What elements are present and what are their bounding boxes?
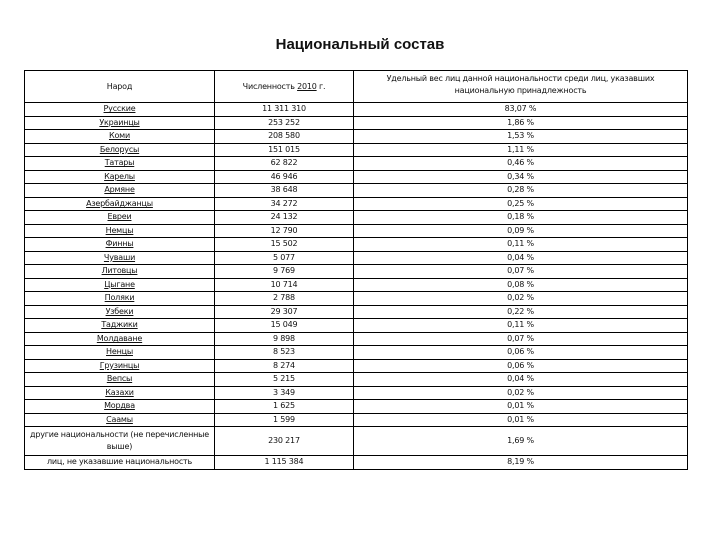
people-cell (25, 400, 215, 414)
table-row (25, 332, 688, 346)
people-link[interactable]: Чуваши (103, 252, 136, 262)
people-cell (25, 373, 215, 387)
people-link[interactable]: Украинцы (99, 117, 140, 127)
people-cell (25, 332, 215, 346)
share-cell: 0,07 % (354, 265, 688, 279)
people-link[interactable]: Карелы (104, 171, 135, 181)
share-cell: 0,04 % (354, 251, 688, 265)
people-link[interactable]: Поляки (104, 293, 135, 303)
table-row (25, 197, 688, 211)
share-cell: 1,86 % (354, 116, 688, 130)
people-link[interactable]: Казахи (105, 387, 134, 397)
people-cell (25, 386, 215, 400)
table-row (25, 346, 688, 360)
people-link[interactable]: Саамы (106, 414, 133, 424)
share-cell: 0,28 % (354, 184, 688, 198)
people-link[interactable]: Коми (108, 131, 130, 141)
people-link[interactable]: Узбеки (105, 306, 134, 316)
share-cell: 0,01 % (354, 413, 688, 427)
population-cell: 1 115 384 (215, 456, 354, 470)
people-link[interactable]: Армяне (104, 185, 135, 195)
share-cell: 1,53 % (354, 130, 688, 144)
people-link[interactable]: Белорусы (99, 144, 140, 154)
share-cell: 83,07 % (354, 103, 688, 117)
header-share: Удельный вес лиц данной национальности среди лиц, указавших национальную принадлежность (354, 71, 688, 103)
people-link[interactable]: Таджики (101, 320, 138, 330)
share-cell: 0,22 % (354, 305, 688, 319)
table-row (25, 157, 688, 171)
table-row (25, 400, 688, 414)
population-cell: 5 215 (215, 373, 354, 387)
population-cell: 5 077 (215, 251, 354, 265)
share-cell: 1,69 % (354, 427, 688, 456)
people-cell (25, 170, 215, 184)
population-cell: 15 049 (215, 319, 354, 333)
population-cell: 62 822 (215, 157, 354, 171)
people-cell (25, 359, 215, 373)
people-link[interactable]: Вепсы (106, 374, 133, 384)
people-cell (25, 319, 215, 333)
table-row (25, 238, 688, 252)
people-cell (25, 184, 215, 198)
people-link[interactable]: Грузинцы (99, 360, 140, 370)
population-cell: 3 349 (215, 386, 354, 400)
share-cell: 0,04 % (354, 373, 688, 387)
share-cell: 0,02 % (354, 292, 688, 306)
table-row (25, 373, 688, 387)
population-cell: 1 625 (215, 400, 354, 414)
share-cell: 0,46 % (354, 157, 688, 171)
summary-label: лиц, не указавшие национальность (25, 456, 215, 470)
header-population-label: Численность (242, 81, 295, 91)
share-cell: 0,11 % (354, 238, 688, 252)
header-people: Народ (25, 71, 215, 103)
share-cell: 0,34 % (354, 170, 688, 184)
share-cell: 0,02 % (354, 386, 688, 400)
population-cell: 34 272 (215, 197, 354, 211)
people-cell (25, 130, 215, 144)
header-population (215, 71, 354, 103)
table-row (25, 265, 688, 279)
table-row (25, 251, 688, 265)
table-row (25, 413, 688, 427)
people-link[interactable]: Ненцы (106, 347, 133, 357)
population-cell: 11 311 310 (215, 103, 354, 117)
people-cell (25, 251, 215, 265)
population-cell: 151 015 (215, 143, 354, 157)
summary-row (25, 427, 688, 456)
table-row (25, 211, 688, 225)
page-title: Национальный состав (275, 36, 445, 53)
people-cell (25, 278, 215, 292)
people-link[interactable]: Финны (105, 239, 134, 249)
summary-label: другие национальности (не перечисленные выше) (25, 427, 215, 456)
table-row (25, 224, 688, 238)
table-row (25, 278, 688, 292)
population-cell: 38 648 (215, 184, 354, 198)
population-cell: 230 217 (215, 427, 354, 456)
people-link[interactable]: Татары (104, 158, 135, 168)
population-cell: 8 523 (215, 346, 354, 360)
population-cell: 29 307 (215, 305, 354, 319)
people-cell (25, 103, 215, 117)
people-link[interactable]: Литовцы (101, 266, 138, 276)
people-link[interactable]: Мордва (104, 401, 135, 411)
summary-row (25, 456, 688, 470)
people-cell (25, 238, 215, 252)
people-cell (25, 157, 215, 171)
people-cell (25, 224, 215, 238)
people-cell (25, 143, 215, 157)
population-cell: 2 788 (215, 292, 354, 306)
people-link[interactable]: Молдаване (96, 333, 143, 343)
people-cell (25, 346, 215, 360)
population-cell: 208 580 (215, 130, 354, 144)
population-cell: 8 274 (215, 359, 354, 373)
people-link[interactable]: Цыгане (104, 279, 135, 289)
population-cell: 12 790 (215, 224, 354, 238)
people-cell (25, 292, 215, 306)
share-cell: 0,06 % (354, 346, 688, 360)
population-cell: 9 769 (215, 265, 354, 279)
people-cell (25, 197, 215, 211)
population-cell: 15 502 (215, 238, 354, 252)
share-cell: 0,11 % (354, 319, 688, 333)
share-cell: 0,25 % (354, 197, 688, 211)
people-cell (25, 116, 215, 130)
census-2010-link[interactable]: 2010 (297, 81, 317, 91)
people-link[interactable]: Азербайджанцы (86, 198, 153, 208)
population-cell: 9 898 (215, 332, 354, 346)
share-cell: 0,06 % (354, 359, 688, 373)
table-row (25, 170, 688, 184)
population-cell: 46 946 (215, 170, 354, 184)
people-link[interactable]: Немцы (105, 225, 134, 235)
share-cell: 0,08 % (354, 278, 688, 292)
people-cell (25, 265, 215, 279)
table-row (25, 319, 688, 333)
population-cell: 10 714 (215, 278, 354, 292)
people-cell (25, 211, 215, 225)
people-cell (25, 413, 215, 427)
people-link[interactable]: Русские (103, 104, 136, 114)
header-population-suffix: г. (318, 81, 326, 91)
table-row (25, 130, 688, 144)
table-row (25, 292, 688, 306)
people-link[interactable]: Евреи (107, 212, 132, 222)
share-cell: 8,19 % (354, 456, 688, 470)
table-row (25, 359, 688, 373)
table-row (25, 143, 688, 157)
share-cell: 0,18 % (354, 211, 688, 225)
people-cell (25, 305, 215, 319)
share-cell: 0,07 % (354, 332, 688, 346)
table-row (25, 116, 688, 130)
table-row (25, 305, 688, 319)
table-row (25, 386, 688, 400)
share-cell: 0,01 % (354, 400, 688, 414)
population-cell: 24 132 (215, 211, 354, 225)
share-cell: 0,09 % (354, 224, 688, 238)
population-cell: 253 252 (215, 116, 354, 130)
table-row (25, 103, 688, 117)
population-cell: 1 599 (215, 413, 354, 427)
share-cell: 1,11 % (354, 143, 688, 157)
nationality-table (24, 70, 688, 470)
table-row (25, 184, 688, 198)
table-header-row (25, 71, 688, 103)
